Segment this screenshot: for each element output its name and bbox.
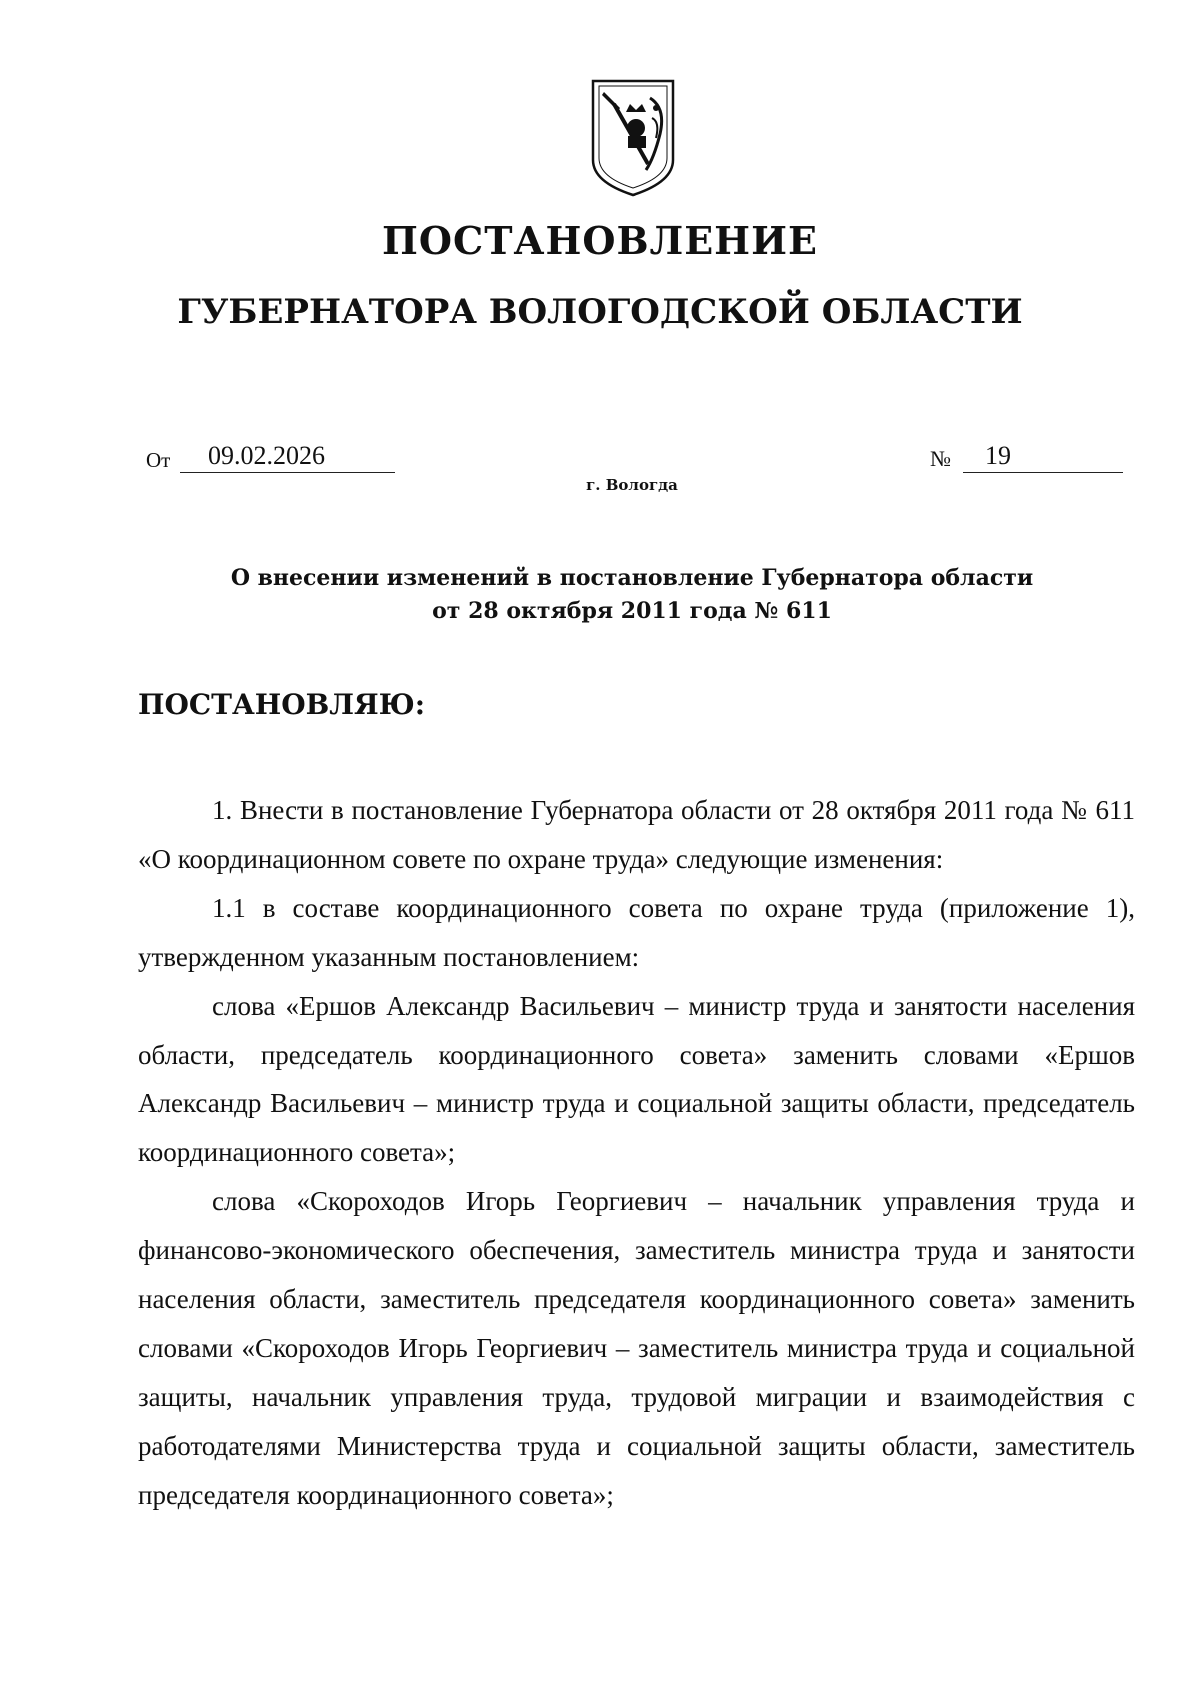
paragraph-1: 1. Внести в постановление Губернатора области от 28 октября 2011 года № 611 «О координационном совете по охране труда» следующие изменения:	[138, 795, 1135, 874]
document-number: 19	[963, 440, 1123, 473]
from-label: От	[146, 448, 171, 472]
paragraph-ershov: слова «Ершов Александр Васильевич – министр труда и занятости населения области, председатель координационного совета» заменить словами «Ершов Александр Васильевич – министр труда и социальной защиты области, председатель координационного совета»;	[138, 990, 1135, 1168]
paragraph-skorokhodov: слова «Скороходов Игорь Георгиевич – начальник управления труда и финансово-экономического обеспечения, заместитель министра труда и занятости населения области, заместитель председателя координационного совета» заменить словами «Скороходов Игорь Георгиевич – заместитель министра труда и социальной защиты, начальник управления труда, трудовой миграции и взаимодействия с работодателями Министерства труда и социальной защиты области, заместитель председателя координационного совета»;	[138, 1186, 1135, 1510]
document-title: ПОСТАНОВЛЕНИЕ	[382, 218, 818, 263]
document-subtitle: ГУБЕРНАТОРА ВОЛОГОДСКОЙ ОБЛАСТИ	[177, 292, 1023, 332]
paragraph-1-1: 1.1 в составе координационного совета по охране труда (приложение 1), утвержденном указанным постановлением:	[138, 892, 1135, 972]
subject-line-1: О внесении изменений в постановление Губернатора области	[230, 565, 1034, 591]
vologda-coat-of-arms-icon	[590, 78, 676, 198]
city: г. Вологда	[586, 476, 678, 494]
document-body	[138, 786, 1135, 1520]
document-subject	[0, 562, 1200, 628]
subject-line-2: от 28 октября 2011 года № 611	[432, 598, 832, 624]
document-date: 09.02.2026	[180, 440, 395, 473]
decree-heading: ПОСТАНОВЛЯЮ:	[138, 688, 426, 721]
number-label: №	[930, 446, 951, 471]
date-number-row	[0, 440, 1200, 480]
